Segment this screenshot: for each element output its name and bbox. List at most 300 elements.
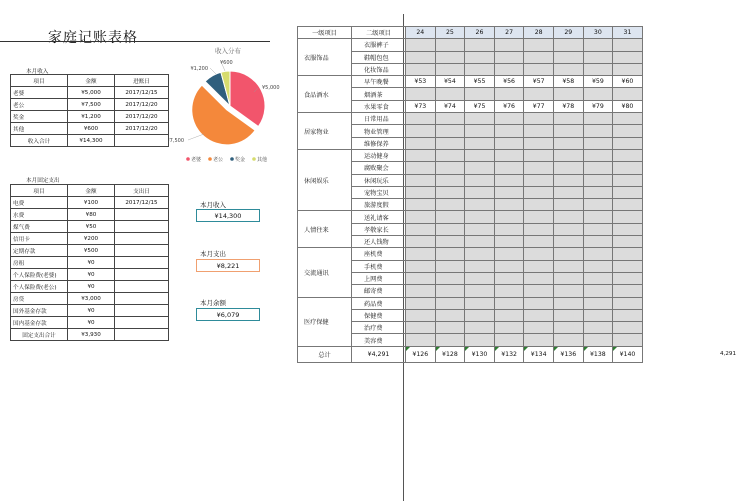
day-amount-cell[interactable] [553, 260, 583, 272]
day-total-cell[interactable]: ¥140 [613, 346, 643, 362]
day-total-cell[interactable]: ¥128 [435, 346, 465, 362]
day-amount-cell[interactable]: ¥74 [435, 100, 465, 112]
day-amount-cell[interactable] [465, 285, 495, 297]
day-amount-cell[interactable] [435, 297, 465, 309]
day-amount-cell[interactable] [435, 199, 465, 211]
column-header[interactable]: 项目 [11, 185, 68, 197]
day-amount-cell[interactable] [435, 174, 465, 186]
day-amount-cell[interactable] [583, 39, 613, 51]
day-amount-cell[interactable] [465, 211, 495, 223]
table-cell[interactable] [115, 329, 169, 341]
day-amount-cell[interactable] [465, 248, 495, 260]
day-amount-cell[interactable] [553, 174, 583, 186]
day-amount-cell[interactable] [465, 149, 495, 161]
day-amount-cell[interactable] [406, 199, 436, 211]
item-cell[interactable]: 物业管理 [352, 125, 406, 137]
table-cell[interactable]: ¥500 [68, 245, 115, 257]
day-amount-cell[interactable] [465, 174, 495, 186]
day-amount-cell[interactable] [524, 186, 554, 198]
item-cell[interactable]: 邮寄费 [352, 285, 406, 297]
day-amount-cell[interactable] [435, 125, 465, 137]
day-amount-cell[interactable] [435, 248, 465, 260]
day-amount-cell[interactable] [583, 223, 613, 235]
item-cell[interactable]: 宠物宝贝 [352, 186, 406, 198]
day-amount-cell[interactable] [613, 223, 643, 235]
table-cell[interactable]: 房租 [11, 257, 68, 269]
day-amount-cell[interactable] [553, 285, 583, 297]
day-amount-cell[interactable]: ¥58 [553, 76, 583, 88]
day-amount-cell[interactable] [613, 285, 643, 297]
day-amount-cell[interactable] [435, 334, 465, 346]
day-amount-cell[interactable] [524, 236, 554, 248]
day-amount-cell[interactable] [406, 162, 436, 174]
item-cell[interactable]: 衣服裤子 [352, 39, 406, 51]
table-cell[interactable]: ¥80 [68, 209, 115, 221]
day-amount-cell[interactable] [583, 248, 613, 260]
day-total-cell[interactable]: ¥136 [553, 346, 583, 362]
day-amount-cell[interactable] [465, 137, 495, 149]
day-amount-cell[interactable] [583, 236, 613, 248]
table-cell[interactable]: 2017/12/20 [115, 99, 169, 111]
item-cell[interactable]: 运动健身 [352, 149, 406, 161]
day-amount-cell[interactable] [553, 39, 583, 51]
day-amount-cell[interactable] [435, 260, 465, 272]
day-amount-cell[interactable] [406, 88, 436, 100]
day-amount-cell[interactable] [553, 125, 583, 137]
day-amount-cell[interactable] [406, 334, 436, 346]
table-cell[interactable] [115, 269, 169, 281]
table-cell[interactable]: 电费 [11, 197, 68, 209]
column-header[interactable]: 金额 [68, 185, 115, 197]
day-amount-cell[interactable] [494, 236, 524, 248]
day-amount-cell[interactable] [435, 51, 465, 63]
day-amount-cell[interactable]: ¥56 [494, 76, 524, 88]
item-cell[interactable]: 送礼请客 [352, 211, 406, 223]
day-amount-cell[interactable] [524, 51, 554, 63]
table-cell[interactable] [115, 245, 169, 257]
day-amount-cell[interactable] [465, 113, 495, 125]
total-value[interactable]: ¥4,291 [352, 346, 406, 362]
item-cell[interactable]: 维修保养 [352, 137, 406, 149]
day-amount-cell[interactable] [553, 297, 583, 309]
column-header-day[interactable]: 30 [583, 27, 613, 39]
day-amount-cell[interactable] [613, 248, 643, 260]
table-cell[interactable]: ¥7,500 [68, 99, 115, 111]
day-amount-cell[interactable] [583, 174, 613, 186]
table-cell[interactable]: 国外基金存款 [11, 305, 68, 317]
table-cell[interactable]: 老公 [11, 99, 68, 111]
day-amount-cell[interactable] [553, 199, 583, 211]
day-amount-cell[interactable] [613, 322, 643, 334]
table-cell[interactable] [115, 293, 169, 305]
table-cell[interactable]: 2017/12/20 [115, 111, 169, 123]
day-amount-cell[interactable] [435, 113, 465, 125]
day-amount-cell[interactable] [494, 334, 524, 346]
day-amount-cell[interactable] [465, 309, 495, 321]
table-cell[interactable]: ¥3,000 [68, 293, 115, 305]
day-amount-cell[interactable] [494, 51, 524, 63]
day-amount-cell[interactable] [494, 88, 524, 100]
day-amount-cell[interactable] [524, 248, 554, 260]
day-amount-cell[interactable] [406, 125, 436, 137]
day-amount-cell[interactable] [613, 236, 643, 248]
day-total-cell[interactable]: ¥134 [524, 346, 554, 362]
item-cell[interactable]: 旅游度假 [352, 199, 406, 211]
item-cell[interactable]: 烟酒茶 [352, 88, 406, 100]
item-cell[interactable]: 美容费 [352, 334, 406, 346]
day-amount-cell[interactable] [465, 88, 495, 100]
day-amount-cell[interactable] [583, 199, 613, 211]
day-amount-cell[interactable] [524, 39, 554, 51]
day-amount-cell[interactable] [613, 137, 643, 149]
day-amount-cell[interactable]: ¥77 [524, 100, 554, 112]
total-value[interactable]: ¥3,930 [68, 329, 115, 341]
day-amount-cell[interactable] [465, 199, 495, 211]
day-amount-cell[interactable] [524, 285, 554, 297]
column-header[interactable]: 金额 [68, 75, 115, 87]
day-amount-cell[interactable] [465, 272, 495, 284]
day-amount-cell[interactable] [613, 297, 643, 309]
day-amount-cell[interactable] [435, 162, 465, 174]
day-amount-cell[interactable] [583, 297, 613, 309]
table-cell[interactable]: ¥0 [68, 305, 115, 317]
day-amount-cell[interactable] [494, 211, 524, 223]
table-cell[interactable] [115, 281, 169, 293]
category-cell[interactable]: 居家物业 [298, 113, 352, 150]
table-cell[interactable]: 信用卡 [11, 233, 68, 245]
table-cell[interactable] [115, 305, 169, 317]
table-cell[interactable]: 煤气费 [11, 221, 68, 233]
day-amount-cell[interactable] [435, 137, 465, 149]
day-amount-cell[interactable] [553, 248, 583, 260]
table-cell[interactable] [115, 257, 169, 269]
day-amount-cell[interactable] [553, 309, 583, 321]
item-cell[interactable]: 孝敬家长 [352, 223, 406, 235]
day-amount-cell[interactable] [435, 322, 465, 334]
table-cell[interactable]: 个人保险费(老婆) [11, 269, 68, 281]
item-cell[interactable]: 保健费 [352, 309, 406, 321]
table-cell[interactable]: ¥200 [68, 233, 115, 245]
day-amount-cell[interactable] [406, 39, 436, 51]
day-amount-cell[interactable] [613, 334, 643, 346]
table-cell[interactable] [115, 135, 169, 147]
day-amount-cell[interactable] [406, 149, 436, 161]
day-amount-cell[interactable] [524, 322, 554, 334]
day-amount-cell[interactable] [583, 137, 613, 149]
table-cell[interactable]: 国内基金存款 [11, 317, 68, 329]
column-header-day[interactable]: 29 [553, 27, 583, 39]
day-amount-cell[interactable] [553, 272, 583, 284]
category-cell[interactable]: 衣服饰品 [298, 39, 352, 76]
day-amount-cell[interactable] [583, 63, 613, 75]
item-cell[interactable]: 还人钱物 [352, 236, 406, 248]
day-amount-cell[interactable] [524, 149, 554, 161]
day-amount-cell[interactable] [494, 248, 524, 260]
day-amount-cell[interactable] [494, 272, 524, 284]
day-amount-cell[interactable] [553, 51, 583, 63]
day-amount-cell[interactable] [435, 39, 465, 51]
day-amount-cell[interactable] [406, 272, 436, 284]
day-amount-cell[interactable] [613, 174, 643, 186]
category-cell[interactable]: 医疗保健 [298, 297, 352, 346]
day-amount-cell[interactable] [494, 63, 524, 75]
day-amount-cell[interactable]: ¥75 [465, 100, 495, 112]
day-total-cell[interactable]: ¥138 [583, 346, 613, 362]
item-cell[interactable]: 休闲玩乐 [352, 174, 406, 186]
day-amount-cell[interactable] [494, 322, 524, 334]
day-amount-cell[interactable] [435, 63, 465, 75]
day-amount-cell[interactable] [435, 236, 465, 248]
column-header-day[interactable]: 24 [406, 27, 436, 39]
day-amount-cell[interactable] [406, 211, 436, 223]
day-amount-cell[interactable]: ¥79 [583, 100, 613, 112]
table-cell[interactable]: 水费 [11, 209, 68, 221]
day-amount-cell[interactable] [583, 88, 613, 100]
day-amount-cell[interactable] [406, 297, 436, 309]
day-amount-cell[interactable] [524, 125, 554, 137]
day-amount-cell[interactable] [524, 199, 554, 211]
day-amount-cell[interactable] [524, 88, 554, 100]
day-amount-cell[interactable] [494, 186, 524, 198]
day-amount-cell[interactable] [553, 186, 583, 198]
day-amount-cell[interactable] [406, 248, 436, 260]
day-amount-cell[interactable] [613, 199, 643, 211]
day-amount-cell[interactable] [524, 272, 554, 284]
day-amount-cell[interactable] [465, 186, 495, 198]
day-amount-cell[interactable] [613, 309, 643, 321]
day-amount-cell[interactable] [406, 309, 436, 321]
day-amount-cell[interactable]: ¥76 [494, 100, 524, 112]
day-amount-cell[interactable] [465, 260, 495, 272]
day-total-cell[interactable]: ¥130 [465, 346, 495, 362]
day-amount-cell[interactable] [553, 63, 583, 75]
day-amount-cell[interactable] [613, 162, 643, 174]
item-cell[interactable]: 日常用品 [352, 113, 406, 125]
table-cell[interactable]: ¥0 [68, 257, 115, 269]
table-cell[interactable]: 2017/12/15 [115, 197, 169, 209]
column-header[interactable]: 进账日 [115, 75, 169, 87]
day-amount-cell[interactable] [406, 137, 436, 149]
day-amount-cell[interactable]: ¥60 [613, 76, 643, 88]
day-amount-cell[interactable] [583, 211, 613, 223]
day-amount-cell[interactable] [553, 223, 583, 235]
day-amount-cell[interactable]: ¥57 [524, 76, 554, 88]
table-cell[interactable]: ¥5,000 [68, 87, 115, 99]
table-cell[interactable]: 老婆 [11, 87, 68, 99]
day-amount-cell[interactable] [406, 223, 436, 235]
day-amount-cell[interactable]: ¥73 [406, 100, 436, 112]
table-cell[interactable]: ¥0 [68, 269, 115, 281]
table-cell[interactable]: ¥1,200 [68, 111, 115, 123]
day-amount-cell[interactable] [406, 113, 436, 125]
day-amount-cell[interactable] [465, 39, 495, 51]
day-total-cell[interactable]: ¥126 [406, 346, 436, 362]
day-amount-cell[interactable] [553, 162, 583, 174]
day-amount-cell[interactable]: ¥55 [465, 76, 495, 88]
column-header-day[interactable]: 25 [435, 27, 465, 39]
day-amount-cell[interactable] [583, 260, 613, 272]
day-amount-cell[interactable] [435, 309, 465, 321]
total-label[interactable]: 固定支出合计 [11, 329, 68, 341]
day-amount-cell[interactable]: ¥80 [613, 100, 643, 112]
day-amount-cell[interactable] [465, 223, 495, 235]
day-amount-cell[interactable] [435, 149, 465, 161]
category-cell[interactable]: 人情往来 [298, 211, 352, 248]
day-amount-cell[interactable] [583, 186, 613, 198]
day-amount-cell[interactable] [435, 88, 465, 100]
total-value[interactable]: ¥14,300 [68, 135, 115, 147]
table-cell[interactable]: 房贷 [11, 293, 68, 305]
day-amount-cell[interactable] [524, 309, 554, 321]
day-amount-cell[interactable] [494, 162, 524, 174]
day-amount-cell[interactable] [465, 63, 495, 75]
table-cell[interactable]: 2017/12/15 [115, 87, 169, 99]
day-amount-cell[interactable] [524, 63, 554, 75]
table-cell[interactable] [115, 317, 169, 329]
day-amount-cell[interactable] [435, 211, 465, 223]
day-amount-cell[interactable] [553, 149, 583, 161]
day-amount-cell[interactable] [494, 297, 524, 309]
day-amount-cell[interactable] [583, 309, 613, 321]
day-amount-cell[interactable] [613, 125, 643, 137]
day-amount-cell[interactable] [435, 223, 465, 235]
table-cell[interactable]: ¥0 [68, 281, 115, 293]
day-amount-cell[interactable] [524, 113, 554, 125]
category-cell[interactable]: 食品酒水 [298, 76, 352, 113]
day-amount-cell[interactable]: ¥53 [406, 76, 436, 88]
item-cell[interactable]: 上网费 [352, 272, 406, 284]
table-cell[interactable]: ¥100 [68, 197, 115, 209]
day-amount-cell[interactable] [553, 211, 583, 223]
day-amount-cell[interactable] [494, 223, 524, 235]
category-cell[interactable]: 交流通讯 [298, 248, 352, 297]
column-header-day[interactable]: 27 [494, 27, 524, 39]
day-amount-cell[interactable] [583, 322, 613, 334]
day-amount-cell[interactable] [406, 285, 436, 297]
day-amount-cell[interactable] [583, 272, 613, 284]
day-amount-cell[interactable] [435, 272, 465, 284]
day-amount-cell[interactable] [583, 149, 613, 161]
day-amount-cell[interactable] [613, 211, 643, 223]
day-amount-cell[interactable] [524, 162, 554, 174]
day-amount-cell[interactable] [494, 137, 524, 149]
item-cell[interactable]: 腐败聚会 [352, 162, 406, 174]
day-amount-cell[interactable] [613, 272, 643, 284]
day-amount-cell[interactable] [553, 113, 583, 125]
column-header-item[interactable]: 二级项目 [352, 27, 406, 39]
day-amount-cell[interactable] [465, 125, 495, 137]
day-amount-cell[interactable] [613, 39, 643, 51]
day-amount-cell[interactable] [494, 285, 524, 297]
column-header-day[interactable]: 31 [613, 27, 643, 39]
day-amount-cell[interactable] [524, 297, 554, 309]
table-cell[interactable]: 定期存款 [11, 245, 68, 257]
item-cell[interactable]: 早午晚餐 [352, 76, 406, 88]
day-amount-cell[interactable] [524, 211, 554, 223]
table-cell[interactable] [115, 221, 169, 233]
day-amount-cell[interactable]: ¥59 [583, 76, 613, 88]
item-cell[interactable]: 化妆饰品 [352, 63, 406, 75]
day-amount-cell[interactable] [613, 149, 643, 161]
day-amount-cell[interactable] [583, 51, 613, 63]
day-amount-cell[interactable]: ¥78 [553, 100, 583, 112]
table-cell[interactable] [115, 233, 169, 245]
day-amount-cell[interactable] [465, 334, 495, 346]
day-amount-cell[interactable] [553, 88, 583, 100]
day-amount-cell[interactable] [524, 260, 554, 272]
day-amount-cell[interactable] [613, 63, 643, 75]
table-cell[interactable]: 2017/12/20 [115, 123, 169, 135]
table-cell[interactable]: 奖金 [11, 111, 68, 123]
day-amount-cell[interactable] [524, 334, 554, 346]
item-cell[interactable]: 水果零食 [352, 100, 406, 112]
item-cell[interactable]: 治疗费 [352, 322, 406, 334]
day-amount-cell[interactable] [494, 174, 524, 186]
day-total-cell[interactable]: ¥132 [494, 346, 524, 362]
day-amount-cell[interactable] [406, 322, 436, 334]
day-amount-cell[interactable] [406, 260, 436, 272]
table-cell[interactable]: ¥0 [68, 317, 115, 329]
day-amount-cell[interactable] [494, 125, 524, 137]
category-cell[interactable]: 休闲娱乐 [298, 149, 352, 210]
day-amount-cell[interactable] [583, 125, 613, 137]
day-amount-cell[interactable] [465, 297, 495, 309]
day-amount-cell[interactable] [613, 260, 643, 272]
day-amount-cell[interactable] [494, 149, 524, 161]
day-amount-cell[interactable] [494, 199, 524, 211]
total-label[interactable]: 总计 [298, 346, 352, 362]
item-cell[interactable]: 手机费 [352, 260, 406, 272]
day-amount-cell[interactable] [494, 260, 524, 272]
day-amount-cell[interactable] [553, 137, 583, 149]
column-header-day[interactable]: 28 [524, 27, 554, 39]
day-amount-cell[interactable] [613, 186, 643, 198]
day-amount-cell[interactable] [494, 309, 524, 321]
day-amount-cell[interactable] [583, 113, 613, 125]
day-amount-cell[interactable] [406, 51, 436, 63]
day-amount-cell[interactable] [465, 162, 495, 174]
item-cell[interactable]: 座机费 [352, 248, 406, 260]
day-amount-cell[interactable] [553, 334, 583, 346]
day-amount-cell[interactable] [465, 236, 495, 248]
day-amount-cell[interactable] [524, 223, 554, 235]
day-amount-cell[interactable] [494, 113, 524, 125]
day-amount-cell[interactable] [435, 186, 465, 198]
column-header-category[interactable]: 一级项目 [298, 27, 352, 39]
day-amount-cell[interactable] [435, 285, 465, 297]
total-label[interactable]: 收入合计 [11, 135, 68, 147]
table-cell[interactable]: 其他 [11, 123, 68, 135]
day-amount-cell[interactable] [613, 51, 643, 63]
day-amount-cell[interactable] [465, 322, 495, 334]
day-amount-cell[interactable] [494, 39, 524, 51]
table-cell[interactable]: ¥50 [68, 221, 115, 233]
day-amount-cell[interactable] [583, 162, 613, 174]
table-cell[interactable]: 个人保险费(老公) [11, 281, 68, 293]
item-cell[interactable]: 药品费 [352, 297, 406, 309]
day-amount-cell[interactable] [465, 51, 495, 63]
day-amount-cell[interactable] [406, 236, 436, 248]
day-amount-cell[interactable] [553, 236, 583, 248]
day-amount-cell[interactable] [553, 322, 583, 334]
day-amount-cell[interactable] [613, 113, 643, 125]
day-amount-cell[interactable] [406, 63, 436, 75]
day-amount-cell[interactable] [524, 174, 554, 186]
day-amount-cell[interactable] [583, 285, 613, 297]
day-amount-cell[interactable]: ¥54 [435, 76, 465, 88]
column-header[interactable]: 支出日 [115, 185, 169, 197]
day-amount-cell[interactable] [406, 174, 436, 186]
